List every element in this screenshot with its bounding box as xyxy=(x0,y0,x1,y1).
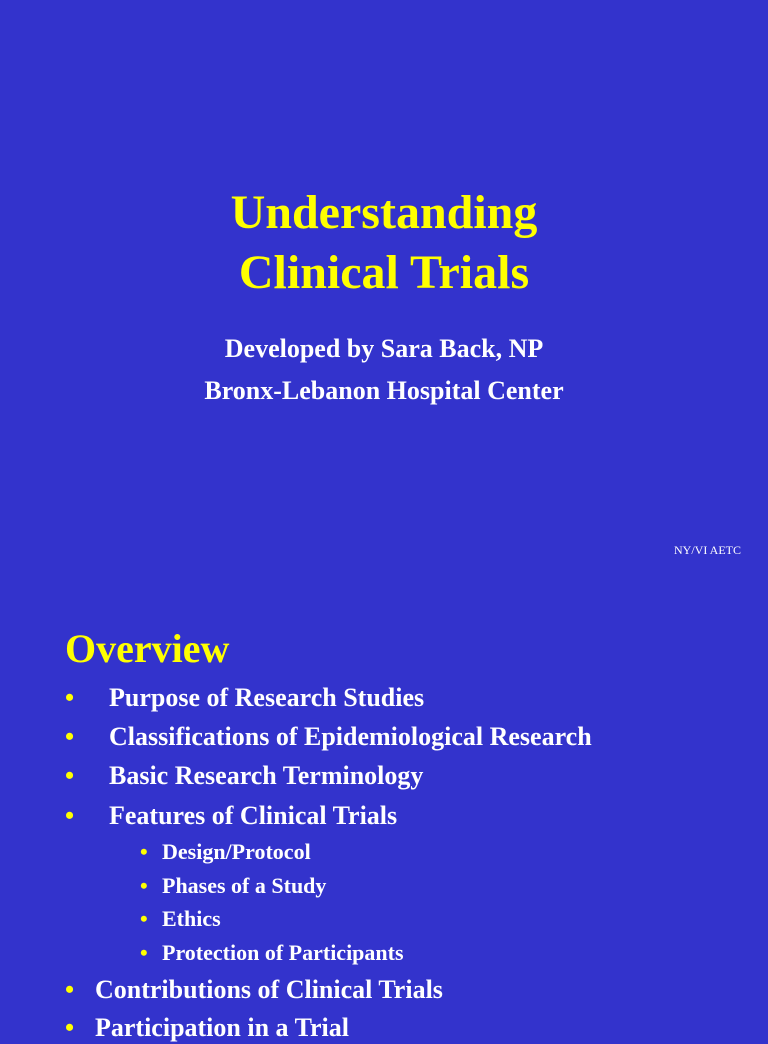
bullet-text: Participation in a Trial xyxy=(95,1013,349,1042)
sub-bullet-text: Design/Protocol xyxy=(162,839,311,864)
bullet-text: Classifications of Epidemiological Research xyxy=(109,722,592,751)
author-line: Developed by Sara Back, NP xyxy=(224,334,544,363)
bullet-dot-icon: • xyxy=(140,940,148,965)
bullet-dot-icon: • xyxy=(65,761,75,790)
slide-title-line-1: Understanding xyxy=(230,186,538,239)
slide-title-line-2: Clinical Trials xyxy=(238,246,530,299)
bullet-text: Contributions of Clinical Trials xyxy=(95,975,443,1004)
bullet-dot-icon: • xyxy=(65,975,75,1004)
bullet-dot-icon: • xyxy=(65,801,75,830)
sub-bullet-text: Ethics xyxy=(162,906,221,931)
bullet-dot-icon: • xyxy=(65,683,75,712)
sub-bullet-text: Protection of Participants xyxy=(162,940,404,965)
bullet-dot-icon: • xyxy=(65,1013,75,1042)
bullet-dot-icon: • xyxy=(140,873,148,898)
overview-slide xyxy=(0,576,768,1042)
sub-bullet-text: Phases of a Study xyxy=(162,873,327,898)
bullet-text: Features of Clinical Trials xyxy=(109,801,398,830)
bullet-dot-icon: • xyxy=(65,722,75,751)
slide-footer: NY/VI AETC xyxy=(674,543,741,557)
bullet-dot-icon: • xyxy=(140,839,148,864)
bullet-text: Basic Research Terminology xyxy=(109,761,424,790)
organization-line: Bronx-Lebanon Hospital Center xyxy=(204,376,564,405)
bullet-dot-icon: • xyxy=(140,906,148,931)
bullet-text: Purpose of Research Studies xyxy=(109,683,425,712)
overview-title: Overview xyxy=(65,626,230,671)
